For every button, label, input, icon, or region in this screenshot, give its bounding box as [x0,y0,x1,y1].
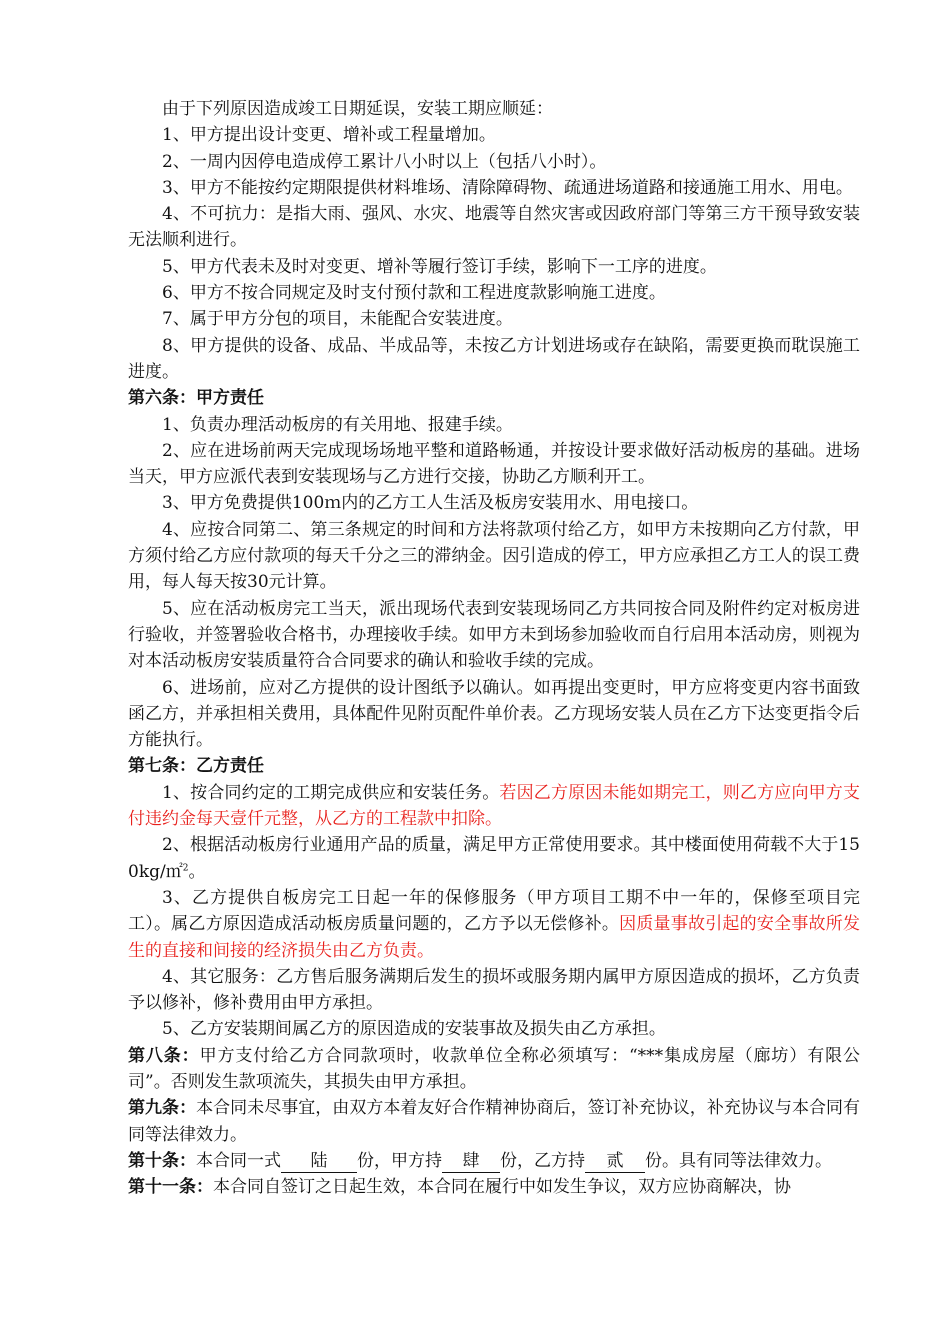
article-11-text: 本合同自签订之日起生效，本合同在履行中如发生争议，双方应协商解决，协 [213,1177,791,1198]
article-6-heading: 第六条：甲方责任 [128,388,264,409]
copies-party-b-blank: 贰 [585,1150,645,1173]
article-6-item-5: 5、应在活动板房完工当天，派出现场代表到安装现场同乙方共同按合同及附件约定对板房进行验收，并签署验收合格书，办理接收手续。如甲方未到场参加验收而自行启用本活动房，则视为对本活动板房安装质量符合合同要求的确认和验收手续的完成。 [128,598,860,672]
copies-total-blank: 陆 [281,1150,357,1173]
article-7-item-4: 4、其它服务：乙方售后服务满期后发生的损坏或服务期内属甲方原因造成的损坏，乙方负责予以修补，修补费用由甲方承担。 [128,966,860,1014]
article-6-item-2: 2、应在进场前两天完成现场场地平整和道路畅通，并按设计要求做好活动板房的基础。进场当天，甲方应派代表到安装现场与乙方进行交接，协助乙方顺利开工。 [128,440,860,488]
article-6-item-4: 4、应按合同第二、第三条规定的时间和方法将款项付给乙方，如甲方未按期向乙方付款，甲方须付给乙方应付款项的每天千分之三的滞纳金。因引造成的停工，甲方应承担乙方工人的误工费用，每人每天按30元计算。 [128,519,860,593]
article-11-label: 第十一条： [128,1177,213,1198]
delay-item-5: 5、甲方代表未及时对变更、增补等履行签订手续，影响下一工序的进度。 [162,256,717,277]
copies-party-a-blank: 肆 [442,1150,500,1173]
contract-page [128,96,860,1200]
delay-item-7: 7、属于甲方分包的项目，未能配合安装进度。 [162,309,513,330]
delay-item-1: 1、甲方提出设计变更、增补或工程量增加。 [162,125,496,146]
article-7-item-2-end: 。 [188,861,206,882]
article-6-item-6: 6、进场前，应对乙方提供的设计图纸予以确认。如再提出变更时，甲方应将变更内容书面致函乙方，并承担相关费用，具体配件见附页配件单价表。乙方现场安装人员在乙方下达变更指令后方能执行。 [128,677,860,751]
article-8 [128,1043,860,1096]
delay-item-4: 4、不可抗力：是指大雨、强风、水灾、地震等自然灾害或因政府部门等第三方干预导致安装无法顺利进行。 [128,204,860,251]
article-10-text-3: 份，乙方持 [500,1150,585,1171]
article-11 [128,1174,860,1200]
delay-intro: 由于下列原因造成竣工日期延误，安装工期应顺延： [162,99,553,119]
article-7-item-3 [128,885,860,964]
article-7-item-5: 5、乙方安装期间属乙方的原因造成的安装事故及损失由乙方承担。 [162,1019,666,1040]
article-10-label: 第十条： [128,1150,196,1171]
article-9 [128,1095,860,1148]
article-7-heading: 第七条：乙方责任 [128,756,264,777]
article-6-item-1: 1、负责办理活动板房的有关用地、报建手续。 [162,414,513,435]
article-10-text-2: 份，甲方持 [357,1150,442,1171]
article-7-item-1 [128,780,860,833]
article-9-text: 本合同未尽事宜，由双方本着友好合作精神协商后，签订补充协议，补充协议与本合同有同等法律效力。 [128,1098,861,1145]
superscript: 2 [182,862,189,873]
article-8-label: 第八条： [128,1045,200,1066]
delay-item-8: 8、甲方提供的设备、成品、半成品等，未按乙方计划进场或存在缺陷，需要更换而耽误施工进度。 [128,335,860,382]
article-7-item-2-text: 2、根据活动板房行业通用产品的质量，满足甲方正常使用要求。其中楼面使用荷载不大于150kg/㎡ [128,835,860,882]
delay-item-2: 2、一周内因停电造成停工累计八小时以上（包括八小时）。 [162,151,607,172]
article-7-item-3-text: 3、乙方提供自板房完工日起一年的保修服务（甲方项目工期不中一年的，保修至项目完工）。属乙方原因造成活动板房质量问题的，乙方予以无偿修补。 [128,887,860,935]
article-8-text: 甲方支付给乙方合同款项时，收款单位全称必须填写：“***集成房屋（廊坊）有限公司”。否则发生款项流失，其损失由甲方承担。 [128,1045,860,1092]
delay-item-6: 6、甲方不按合同规定及时支付预付款和工程进度款影响施工进度。 [162,283,666,304]
article-9-label: 第九条： [128,1098,197,1119]
article-7-item-2 [128,832,860,885]
article-7-item-1-penalty: 若因乙方原因未能如期完工，则乙方应向甲方支付违约金每天壹仟元整，从乙方的工程款中扣除。 [128,782,860,830]
delay-item-3: 3、甲方不能按约定期限提供材料堆场、清除障碍物、疏通进场道路和接通施工用水、用电。 [162,177,853,198]
article-10-text-4: 份。具有同等法律效力。 [645,1150,832,1171]
article-6-item-3: 3、甲方免费提供100ｍ内的乙方工人生活及板房安装用水、用电接口。 [162,493,699,514]
article-10-text-1: 本合同一式 [196,1150,281,1171]
article-10 [128,1148,860,1174]
article-7-item-3-liability: 因质量事故引起的安全事故所发生的直接和间接的经济损失由乙方负责。 [128,914,861,961]
article-7-item-1-text: 1、按合同约定的工期完成供应和安装任务。 [162,782,500,803]
